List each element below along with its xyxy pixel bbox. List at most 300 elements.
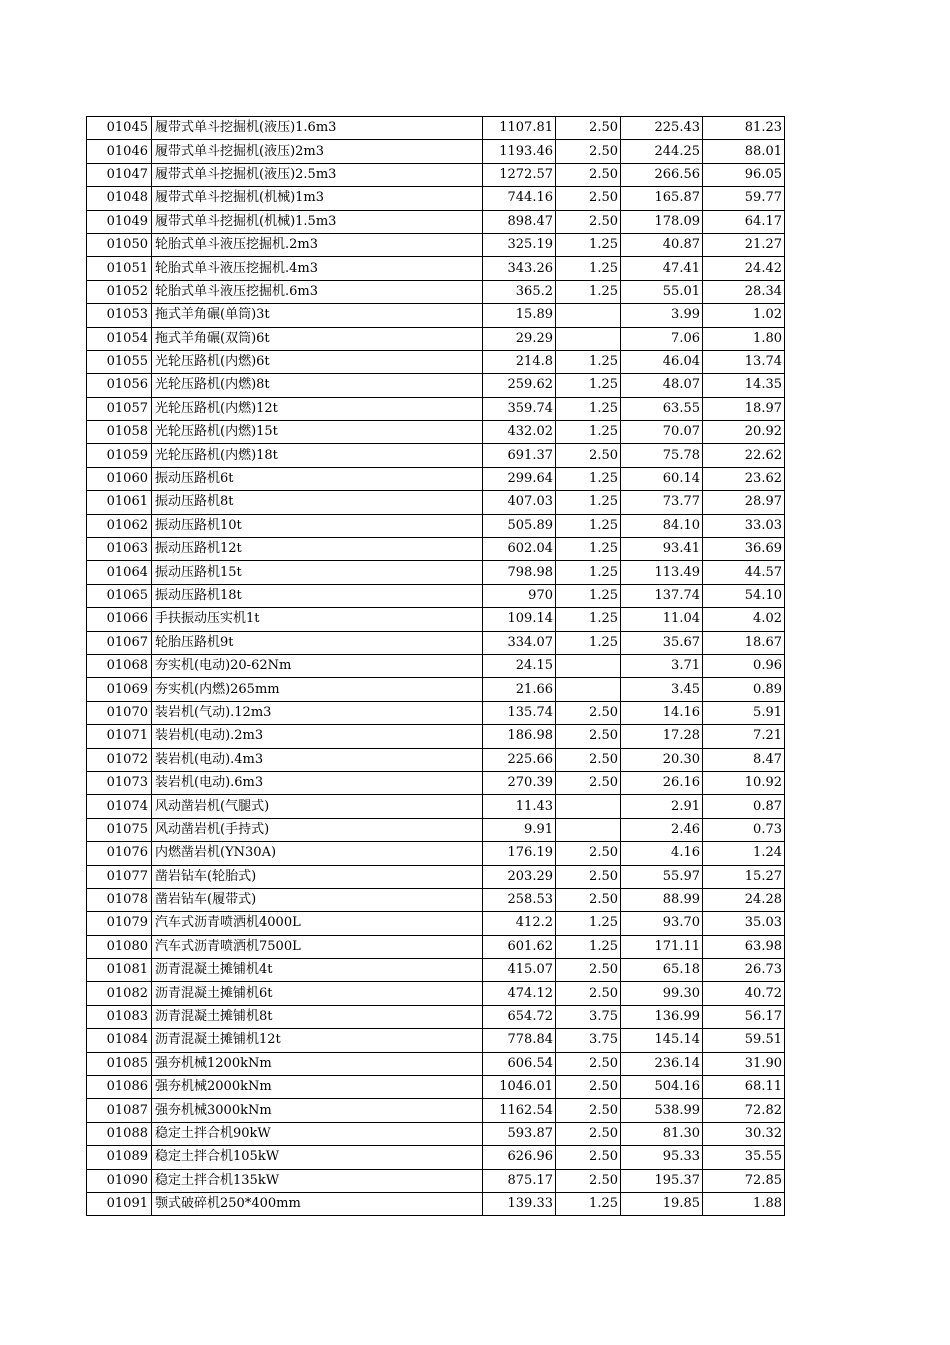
price-cell: 602.04 <box>483 538 556 561</box>
item-name-cell: 振动压路机12t <box>152 538 483 561</box>
value-cell: 3.99 <box>621 304 703 327</box>
value-cell: 55.01 <box>621 280 703 303</box>
rate-cell: 35.55 <box>703 1146 785 1169</box>
value-cell: 14.16 <box>621 701 703 724</box>
table-row <box>87 140 785 163</box>
rate-cell: 63.98 <box>703 935 785 958</box>
table-row <box>87 1099 785 1122</box>
factor-cell: 1.25 <box>556 631 621 654</box>
factor-cell: 1.25 <box>556 280 621 303</box>
item-code-cell: 01069 <box>87 678 152 701</box>
rate-cell: 7.21 <box>703 725 785 748</box>
item-name-cell: 拖式羊角碾(单筒)3t <box>152 304 483 327</box>
item-name-cell: 振动压路机6t <box>152 467 483 490</box>
rate-cell: 1.88 <box>703 1192 785 1215</box>
value-cell: 7.06 <box>621 327 703 350</box>
rate-cell: 20.92 <box>703 421 785 444</box>
price-cell: 15.89 <box>483 304 556 327</box>
value-cell: 81.30 <box>621 1122 703 1145</box>
rate-cell: 0.89 <box>703 678 785 701</box>
item-code-cell: 01078 <box>87 888 152 911</box>
factor-cell: 1.25 <box>556 538 621 561</box>
item-code-cell: 01074 <box>87 795 152 818</box>
factor-cell <box>556 654 621 677</box>
table-row <box>87 678 785 701</box>
rate-cell: 1.24 <box>703 842 785 865</box>
item-code-cell: 01077 <box>87 865 152 888</box>
item-name-cell: 强夯机械1200kNm <box>152 1052 483 1075</box>
item-code-cell: 01054 <box>87 327 152 350</box>
rate-cell: 0.87 <box>703 795 785 818</box>
item-name-cell: 轮胎压路机9t <box>152 631 483 654</box>
table-row <box>87 304 785 327</box>
factor-cell: 2.50 <box>556 748 621 771</box>
rate-cell: 96.05 <box>703 163 785 186</box>
factor-cell: 1.25 <box>556 584 621 607</box>
factor-cell <box>556 327 621 350</box>
factor-cell: 1.25 <box>556 421 621 444</box>
price-cell: 135.74 <box>483 701 556 724</box>
price-cell: 270.39 <box>483 771 556 794</box>
table-row <box>87 117 785 140</box>
factor-cell: 1.25 <box>556 467 621 490</box>
table-row <box>87 561 785 584</box>
table-row <box>87 888 785 911</box>
factor-cell: 2.50 <box>556 140 621 163</box>
price-cell: 432.02 <box>483 421 556 444</box>
item-code-cell: 01049 <box>87 210 152 233</box>
rate-cell: 13.74 <box>703 350 785 373</box>
price-cell: 606.54 <box>483 1052 556 1075</box>
value-cell: 266.56 <box>621 163 703 186</box>
price-cell: 109.14 <box>483 608 556 631</box>
rate-cell: 44.57 <box>703 561 785 584</box>
rate-cell: 1.02 <box>703 304 785 327</box>
item-name-cell: 振动压路机18t <box>152 584 483 607</box>
value-cell: 145.14 <box>621 1029 703 1052</box>
item-name-cell: 强夯机械2000kNm <box>152 1076 483 1099</box>
table-row <box>87 982 785 1005</box>
table-row <box>87 350 785 373</box>
item-code-cell: 01068 <box>87 654 152 677</box>
item-code-cell: 01079 <box>87 912 152 935</box>
value-cell: 47.41 <box>621 257 703 280</box>
item-name-cell: 拖式羊角碾(双筒)6t <box>152 327 483 350</box>
value-cell: 84.10 <box>621 514 703 537</box>
rate-cell: 56.17 <box>703 1005 785 1028</box>
factor-cell: 1.25 <box>556 233 621 256</box>
item-code-cell: 01047 <box>87 163 152 186</box>
price-cell: 744.16 <box>483 187 556 210</box>
item-code-cell: 01065 <box>87 584 152 607</box>
value-cell: 4.16 <box>621 842 703 865</box>
factor-cell: 2.50 <box>556 444 621 467</box>
price-cell: 258.53 <box>483 888 556 911</box>
item-name-cell: 颚式破碎机250*400mm <box>152 1192 483 1215</box>
price-cell: 11.43 <box>483 795 556 818</box>
value-cell: 26.16 <box>621 771 703 794</box>
value-cell: 93.70 <box>621 912 703 935</box>
rate-cell: 18.67 <box>703 631 785 654</box>
price-cell: 203.29 <box>483 865 556 888</box>
table-row <box>87 1122 785 1145</box>
price-cell: 970 <box>483 584 556 607</box>
item-name-cell: 履带式单斗挖掘机(机械)1.5m3 <box>152 210 483 233</box>
factor-cell: 2.50 <box>556 888 621 911</box>
rate-cell: 28.97 <box>703 491 785 514</box>
value-cell: 225.43 <box>621 117 703 140</box>
rate-cell: 14.35 <box>703 374 785 397</box>
price-cell: 601.62 <box>483 935 556 958</box>
item-code-cell: 01053 <box>87 304 152 327</box>
value-cell: 136.99 <box>621 1005 703 1028</box>
item-name-cell: 汽车式沥青喷洒机7500L <box>152 935 483 958</box>
value-cell: 504.16 <box>621 1076 703 1099</box>
price-cell: 505.89 <box>483 514 556 537</box>
table-row <box>87 187 785 210</box>
item-name-cell: 光轮压路机(内燃)15t <box>152 421 483 444</box>
price-cell: 415.07 <box>483 959 556 982</box>
value-cell: 171.11 <box>621 935 703 958</box>
factor-cell: 1.25 <box>556 491 621 514</box>
item-code-cell: 01050 <box>87 233 152 256</box>
factor-cell: 2.50 <box>556 163 621 186</box>
table-row <box>87 1005 785 1028</box>
rate-cell: 10.92 <box>703 771 785 794</box>
factor-cell: 1.25 <box>556 257 621 280</box>
item-name-cell: 装岩机(电动).2m3 <box>152 725 483 748</box>
rate-cell: 0.73 <box>703 818 785 841</box>
rate-cell: 28.34 <box>703 280 785 303</box>
rate-cell: 1.80 <box>703 327 785 350</box>
rate-cell: 4.02 <box>703 608 785 631</box>
table-row <box>87 959 785 982</box>
factor-cell: 1.25 <box>556 935 621 958</box>
value-cell: 2.46 <box>621 818 703 841</box>
price-cell: 325.19 <box>483 233 556 256</box>
value-cell: 113.49 <box>621 561 703 584</box>
table-row <box>87 631 785 654</box>
price-cell: 1162.54 <box>483 1099 556 1122</box>
factor-cell: 2.50 <box>556 1076 621 1099</box>
price-cell: 139.33 <box>483 1192 556 1215</box>
factor-cell <box>556 795 621 818</box>
table-body <box>87 117 785 1216</box>
item-code-cell: 01064 <box>87 561 152 584</box>
value-cell: 99.30 <box>621 982 703 1005</box>
item-name-cell: 装岩机(电动).6m3 <box>152 771 483 794</box>
item-name-cell: 手扶振动压实机1t <box>152 608 483 631</box>
table-row <box>87 842 785 865</box>
rate-cell: 68.11 <box>703 1076 785 1099</box>
item-code-cell: 01089 <box>87 1146 152 1169</box>
factor-cell: 2.50 <box>556 982 621 1005</box>
item-name-cell: 轮胎式单斗液压挖掘机.6m3 <box>152 280 483 303</box>
item-code-cell: 01045 <box>87 117 152 140</box>
item-code-cell: 01075 <box>87 818 152 841</box>
price-cell: 9.91 <box>483 818 556 841</box>
factor-cell <box>556 678 621 701</box>
rate-cell: 81.23 <box>703 117 785 140</box>
item-code-cell: 01060 <box>87 467 152 490</box>
item-name-cell: 夯实机(电动)20-62Nm <box>152 654 483 677</box>
rate-cell: 59.77 <box>703 187 785 210</box>
price-cell: 626.96 <box>483 1146 556 1169</box>
rate-cell: 18.97 <box>703 397 785 420</box>
item-code-cell: 01082 <box>87 982 152 1005</box>
value-cell: 65.18 <box>621 959 703 982</box>
item-code-cell: 01052 <box>87 280 152 303</box>
price-cell: 21.66 <box>483 678 556 701</box>
factor-cell: 2.50 <box>556 1052 621 1075</box>
rate-cell: 33.03 <box>703 514 785 537</box>
factor-cell: 2.50 <box>556 865 621 888</box>
value-cell: 40.87 <box>621 233 703 256</box>
item-code-cell: 01084 <box>87 1029 152 1052</box>
price-cell: 259.62 <box>483 374 556 397</box>
item-name-cell: 光轮压路机(内燃)12t <box>152 397 483 420</box>
price-cell: 29.29 <box>483 327 556 350</box>
item-name-cell: 履带式单斗挖掘机(液压)1.6m3 <box>152 117 483 140</box>
factor-cell <box>556 304 621 327</box>
rate-cell: 64.17 <box>703 210 785 233</box>
item-name-cell: 沥青混凝土摊铺机12t <box>152 1029 483 1052</box>
price-cell: 334.07 <box>483 631 556 654</box>
table-row <box>87 935 785 958</box>
price-cell: 412.2 <box>483 912 556 935</box>
price-cell: 225.66 <box>483 748 556 771</box>
item-name-cell: 风动凿岩机(气腿式) <box>152 795 483 818</box>
item-code-cell: 01059 <box>87 444 152 467</box>
item-code-cell: 01058 <box>87 421 152 444</box>
table-row <box>87 397 785 420</box>
price-cell: 593.87 <box>483 1122 556 1145</box>
value-cell: 137.74 <box>621 584 703 607</box>
price-cell: 654.72 <box>483 1005 556 1028</box>
machinery-rate-table <box>86 116 785 1216</box>
value-cell: 55.97 <box>621 865 703 888</box>
factor-cell: 1.25 <box>556 1192 621 1215</box>
value-cell: 48.07 <box>621 374 703 397</box>
table-row <box>87 912 785 935</box>
item-name-cell: 振动压路机15t <box>152 561 483 584</box>
rate-cell: 30.32 <box>703 1122 785 1145</box>
factor-cell: 1.25 <box>556 397 621 420</box>
factor-cell: 2.50 <box>556 1169 621 1192</box>
rate-cell: 26.73 <box>703 959 785 982</box>
item-name-cell: 沥青混凝土摊铺机4t <box>152 959 483 982</box>
item-code-cell: 01062 <box>87 514 152 537</box>
table-row <box>87 701 785 724</box>
table-row <box>87 654 785 677</box>
item-code-cell: 01056 <box>87 374 152 397</box>
value-cell: 236.14 <box>621 1052 703 1075</box>
factor-cell: 1.25 <box>556 350 621 373</box>
value-cell: 3.71 <box>621 654 703 677</box>
item-code-cell: 01087 <box>87 1099 152 1122</box>
table-row <box>87 1192 785 1215</box>
factor-cell: 3.75 <box>556 1029 621 1052</box>
item-name-cell: 凿岩钻车(履带式) <box>152 888 483 911</box>
item-name-cell: 沥青混凝土摊铺机6t <box>152 982 483 1005</box>
item-name-cell: 沥青混凝土摊铺机8t <box>152 1005 483 1028</box>
value-cell: 3.45 <box>621 678 703 701</box>
value-cell: 19.85 <box>621 1192 703 1215</box>
price-cell: 407.03 <box>483 491 556 514</box>
rate-cell: 8.47 <box>703 748 785 771</box>
factor-cell: 1.25 <box>556 514 621 537</box>
item-code-cell: 01090 <box>87 1169 152 1192</box>
price-cell: 359.74 <box>483 397 556 420</box>
price-cell: 299.64 <box>483 467 556 490</box>
item-code-cell: 01067 <box>87 631 152 654</box>
price-cell: 1046.01 <box>483 1076 556 1099</box>
price-cell: 798.98 <box>483 561 556 584</box>
rate-cell: 40.72 <box>703 982 785 1005</box>
value-cell: 195.37 <box>621 1169 703 1192</box>
rate-cell: 24.42 <box>703 257 785 280</box>
rate-cell: 23.62 <box>703 467 785 490</box>
item-name-cell: 装岩机(气动).12m3 <box>152 701 483 724</box>
item-code-cell: 01083 <box>87 1005 152 1028</box>
table-row <box>87 210 785 233</box>
rate-cell: 72.82 <box>703 1099 785 1122</box>
rate-cell: 54.10 <box>703 584 785 607</box>
value-cell: 73.77 <box>621 491 703 514</box>
table-row <box>87 865 785 888</box>
item-code-cell: 01073 <box>87 771 152 794</box>
value-cell: 46.04 <box>621 350 703 373</box>
table-row <box>87 280 785 303</box>
rate-cell: 31.90 <box>703 1052 785 1075</box>
item-name-cell: 内燃凿岩机(YN30A) <box>152 842 483 865</box>
factor-cell: 2.50 <box>556 701 621 724</box>
value-cell: 11.04 <box>621 608 703 631</box>
item-code-cell: 01091 <box>87 1192 152 1215</box>
price-cell: 474.12 <box>483 982 556 1005</box>
table-row <box>87 608 785 631</box>
rate-cell: 59.51 <box>703 1029 785 1052</box>
item-code-cell: 01048 <box>87 187 152 210</box>
factor-cell: 2.50 <box>556 210 621 233</box>
value-cell: 60.14 <box>621 467 703 490</box>
price-cell: 343.26 <box>483 257 556 280</box>
item-name-cell: 轮胎式单斗液压挖掘机.4m3 <box>152 257 483 280</box>
table-row <box>87 374 785 397</box>
value-cell: 35.67 <box>621 631 703 654</box>
price-cell: 875.17 <box>483 1169 556 1192</box>
value-cell: 75.78 <box>621 444 703 467</box>
table-row <box>87 444 785 467</box>
item-name-cell: 夯实机(内燃)265mm <box>152 678 483 701</box>
price-cell: 898.47 <box>483 210 556 233</box>
item-name-cell: 履带式单斗挖掘机(机械)1m3 <box>152 187 483 210</box>
item-code-cell: 01085 <box>87 1052 152 1075</box>
value-cell: 2.91 <box>621 795 703 818</box>
table-row <box>87 1169 785 1192</box>
value-cell: 17.28 <box>621 725 703 748</box>
factor-cell: 2.50 <box>556 959 621 982</box>
value-cell: 20.30 <box>621 748 703 771</box>
item-name-cell: 振动压路机10t <box>152 514 483 537</box>
rate-cell: 21.27 <box>703 233 785 256</box>
item-name-cell: 稳定土拌合机105kW <box>152 1146 483 1169</box>
table-row <box>87 1146 785 1169</box>
table-row <box>87 514 785 537</box>
item-name-cell: 凿岩钻车(轮胎式) <box>152 865 483 888</box>
value-cell: 538.99 <box>621 1099 703 1122</box>
factor-cell: 2.50 <box>556 1099 621 1122</box>
value-cell: 70.07 <box>621 421 703 444</box>
item-code-cell: 01071 <box>87 725 152 748</box>
table-row <box>87 748 785 771</box>
price-cell: 214.8 <box>483 350 556 373</box>
price-cell: 24.15 <box>483 654 556 677</box>
factor-cell: 1.25 <box>556 912 621 935</box>
rate-cell: 15.27 <box>703 865 785 888</box>
price-cell: 1107.81 <box>483 117 556 140</box>
value-cell: 93.41 <box>621 538 703 561</box>
price-cell: 1193.46 <box>483 140 556 163</box>
price-cell: 365.2 <box>483 280 556 303</box>
table-row <box>87 257 785 280</box>
table-row <box>87 538 785 561</box>
factor-cell: 2.50 <box>556 1146 621 1169</box>
factor-cell <box>556 818 621 841</box>
item-name-cell: 强夯机械3000kNm <box>152 1099 483 1122</box>
item-code-cell: 01081 <box>87 959 152 982</box>
item-code-cell: 01072 <box>87 748 152 771</box>
item-name-cell: 轮胎式单斗液压挖掘机.2m3 <box>152 233 483 256</box>
factor-cell: 1.25 <box>556 561 621 584</box>
value-cell: 63.55 <box>621 397 703 420</box>
table-row <box>87 421 785 444</box>
value-cell: 165.87 <box>621 187 703 210</box>
item-name-cell: 光轮压路机(内燃)6t <box>152 350 483 373</box>
value-cell: 95.33 <box>621 1146 703 1169</box>
value-cell: 244.25 <box>621 140 703 163</box>
item-code-cell: 01076 <box>87 842 152 865</box>
factor-cell: 2.50 <box>556 1122 621 1145</box>
table-row <box>87 818 785 841</box>
factor-cell: 2.50 <box>556 771 621 794</box>
item-name-cell: 风动凿岩机(手持式) <box>152 818 483 841</box>
factor-cell: 2.50 <box>556 725 621 748</box>
item-name-cell: 稳定土拌合机90kW <box>152 1122 483 1145</box>
price-cell: 691.37 <box>483 444 556 467</box>
factor-cell: 2.50 <box>556 187 621 210</box>
item-name-cell: 履带式单斗挖掘机(液压)2.5m3 <box>152 163 483 186</box>
price-cell: 1272.57 <box>483 163 556 186</box>
item-code-cell: 01061 <box>87 491 152 514</box>
factor-cell: 3.75 <box>556 1005 621 1028</box>
rate-cell: 88.01 <box>703 140 785 163</box>
table-row <box>87 584 785 607</box>
item-code-cell: 01086 <box>87 1076 152 1099</box>
table-row <box>87 1076 785 1099</box>
table-row <box>87 1029 785 1052</box>
rate-cell: 0.96 <box>703 654 785 677</box>
rate-cell: 22.62 <box>703 444 785 467</box>
rate-cell: 36.69 <box>703 538 785 561</box>
table-row <box>87 163 785 186</box>
item-name-cell: 光轮压路机(内燃)8t <box>152 374 483 397</box>
table-row <box>87 1052 785 1075</box>
price-cell: 778.84 <box>483 1029 556 1052</box>
table-row <box>87 467 785 490</box>
item-code-cell: 01046 <box>87 140 152 163</box>
factor-cell: 2.50 <box>556 842 621 865</box>
